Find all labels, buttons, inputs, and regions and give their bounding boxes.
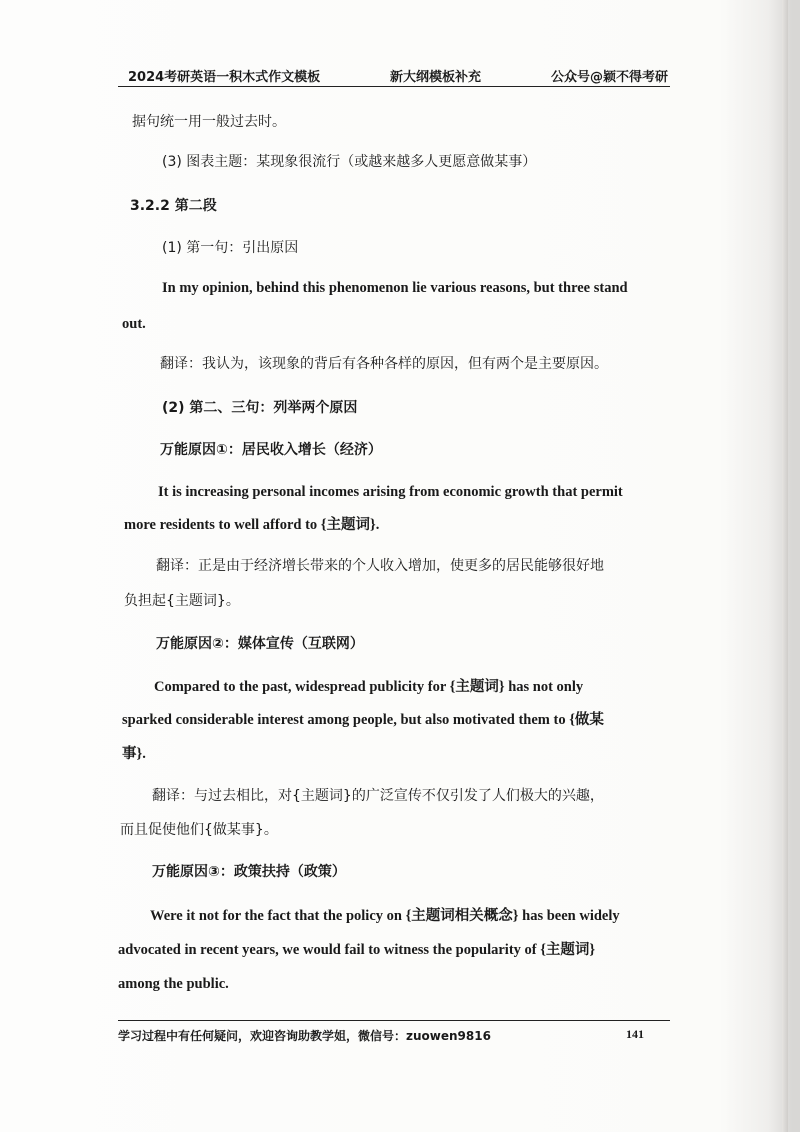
footer-rule bbox=[118, 1020, 670, 1021]
translation-text: 负担起{主题词}。 bbox=[124, 593, 240, 609]
header-account: 公众号@颖不得考研 bbox=[550, 70, 668, 85]
reason-heading: 万能原因①：居民收入增长（经济） bbox=[160, 442, 382, 458]
page-number: 141 bbox=[626, 1027, 644, 1041]
footer-contact-note: 学习过程中有任何疑问，欢迎咨询助教学姐，微信号：zuowen9816 bbox=[118, 1029, 491, 1043]
reason-heading: 万能原因③：政策扶持（政策） bbox=[152, 864, 346, 880]
section-heading: 3.2.2 第二段 bbox=[130, 198, 217, 214]
translation-text: 翻译：我认为，该现象的背后有各种各样的原因，但有两个是主要原因。 bbox=[160, 356, 608, 372]
template-sentence: Were it not for the fact that the policy on {主题词相关概念} has been widely bbox=[150, 908, 620, 924]
subheading: (1) 第一句：引出原因 bbox=[162, 240, 299, 256]
subheading: (2) 第二、三句：列举两个原因 bbox=[162, 400, 358, 416]
template-sentence: more residents to well afford to {主题词}. bbox=[124, 517, 380, 533]
reason-heading: 万能原因②：媒体宣传（互联网） bbox=[156, 636, 364, 652]
translation-text: 翻译：与过去相比，对{主题词}的广泛宣传不仅引发了人们极大的兴趣， bbox=[152, 788, 604, 804]
template-sentence: In my opinion, behind this phenomenon lie various reasons, but three stand bbox=[162, 280, 628, 296]
page-binding-edge bbox=[782, 0, 788, 1132]
header-rule bbox=[118, 86, 670, 87]
header-section: 新大纲模板补充 bbox=[390, 70, 482, 85]
template-sentence: It is increasing personal incomes arising from economic growth that permit bbox=[158, 484, 623, 500]
template-sentence: out. bbox=[122, 316, 146, 332]
template-sentence: Compared to the past, widespread publicity for {主题词} has not only bbox=[154, 679, 584, 695]
running-footer bbox=[118, 1027, 670, 1047]
body-text: 据句统一用一般过去时。 bbox=[132, 114, 286, 130]
template-sentence: among the public. bbox=[118, 976, 229, 992]
translation-text: 而且促使他们{做某事}。 bbox=[120, 822, 278, 838]
template-sentence: advocated in recent years, we would fail to witness the popularity of {主题词} bbox=[118, 942, 596, 958]
template-sentence: 事}. bbox=[122, 746, 146, 762]
translation-text: 翻译：正是由于经济增长带来的个人收入增加，使更多的居民能够很好地 bbox=[156, 558, 604, 574]
running-header bbox=[128, 60, 668, 86]
template-sentence: sparked considerable interest among people, but also motivated them to {做某 bbox=[122, 712, 604, 728]
header-book-title: 2024考研英语一积木式作文模板 bbox=[128, 70, 321, 85]
subheading: (3) 图表主题：某现象很流行（或越来越多人更愿意做某事） bbox=[162, 154, 537, 170]
